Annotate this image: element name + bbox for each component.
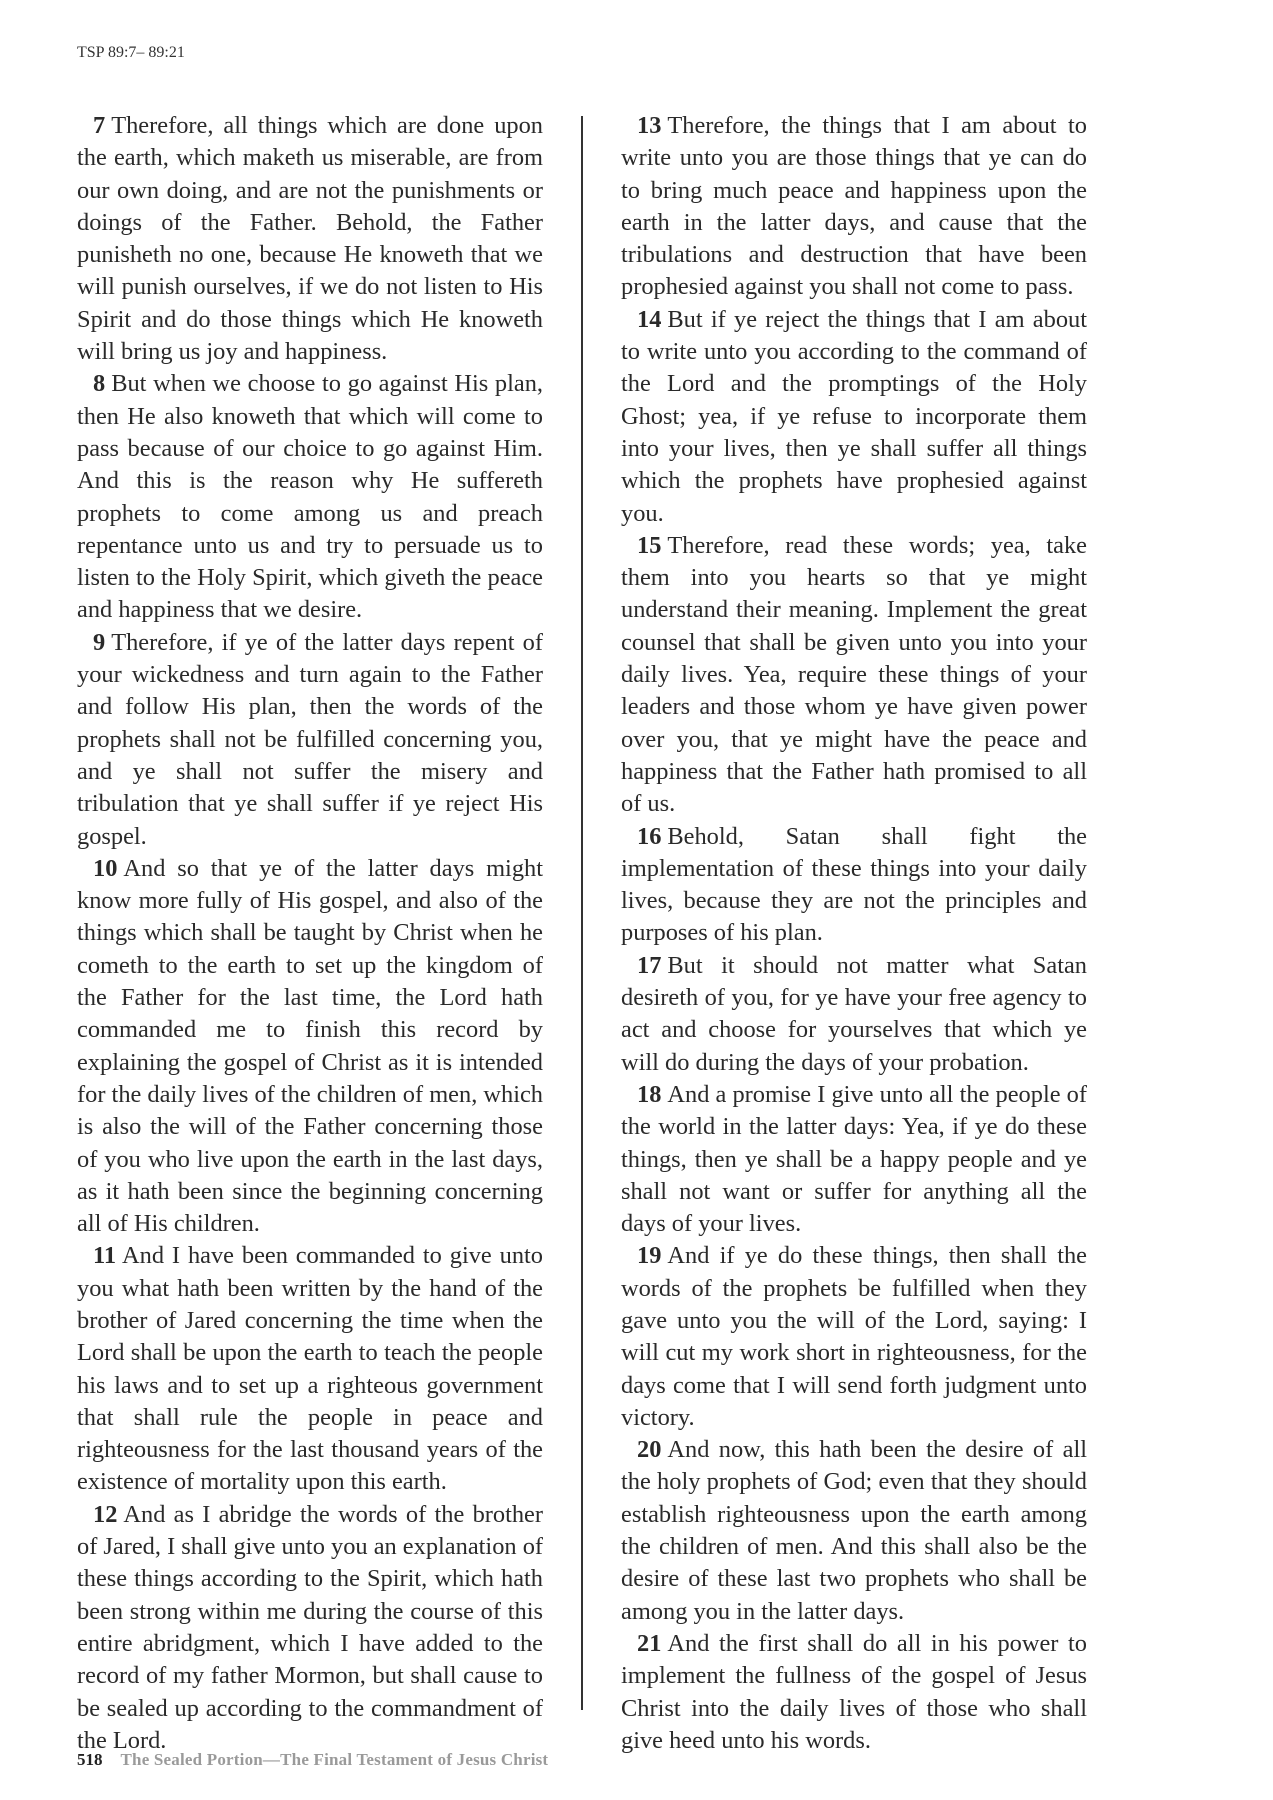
verse-17 xyxy=(621,950,1087,1079)
verse-19 xyxy=(621,1240,1087,1434)
right-column xyxy=(621,110,1087,1757)
verse-text: But it should not matter what Satan desireth of you, for ye have your free agency to act and choose for yourselves that which ye will do during the days of your probation. xyxy=(621,951,1087,1076)
verse-7 xyxy=(77,110,543,368)
verse-text: And so that ye of the latter days might know more fully of His gospel, and also of the things which shall be taught by Christ when he cometh to the earth to set up the kingdom of the Father for the last time, the Lord hath commanded me to finish this record by explaining the gospel of Christ as it is intended for the daily lives of the children of men, which is also the will of the Father concerning those of you who live upon the earth in the last days, as it hath been since the beginning concerning all of His children. xyxy=(77,854,543,1238)
verse-10 xyxy=(77,853,543,1241)
verse-number: 12 xyxy=(93,1500,118,1528)
verse-number: 20 xyxy=(637,1436,662,1464)
verse-text: Therefore, if ye of the latter days repent of your wickedness and turn again to the Father and follow His plan, then the words of the prophets shall not be fulfilled concerning you, and ye shall not suffer the misery and tribulation that ye shall suffer if ye reject His gospel. xyxy=(77,628,543,850)
verse-20 xyxy=(621,1434,1087,1628)
verse-text: And if ye do these things, then shall the words of the prophets be fulfilled when they gave unto you the will of the Lord, saying: I will cut my work short in righteousness, for the days come that I will send forth judgment unto victory. xyxy=(621,1242,1087,1431)
column-divider xyxy=(581,116,583,1710)
verse-number: 7 xyxy=(93,112,106,139)
verse-16 xyxy=(621,821,1087,950)
verse-number: 13 xyxy=(637,112,662,139)
page-footer xyxy=(77,1750,548,1770)
verse-number: 21 xyxy=(637,1629,662,1657)
verse-text: But when we choose to go against His plan, then He also knoweth that which will come to pass because of our choice to go against Him. And this is the reason why He suffereth prophets to come among us and preach repentance unto us and try to persuade us to listen to the Holy Spirit, which giveth the peace and happiness that we desire. xyxy=(77,370,543,624)
verse-8 xyxy=(77,368,543,626)
verse-text: And I have been commanded to give unto you what hath been written by the hand of the brother of Jared concerning the time when the Lord shall be upon the earth to teach the people his laws and to set up a righteous government that shall rule the people in peace and righteousness for the last thousand years of the existence of mortality upon this earth. xyxy=(77,1242,543,1496)
verse-21 xyxy=(621,1628,1087,1757)
verse-11 xyxy=(77,1240,543,1498)
verse-text: Behold, Satan shall fight the implementation of these things into your daily lives, because they are not the principles and purposes of his plan. xyxy=(621,822,1087,947)
verse-number: 8 xyxy=(93,370,106,398)
verse-14 xyxy=(621,304,1087,530)
verse-text: And the first shall do all in his power to implement the fullness of the gospel of Jesus Christ into the daily lives of those who shall give heed unto his words. xyxy=(621,1629,1087,1754)
left-column xyxy=(77,110,543,1757)
running-head: TSP 89:7– 89:21 xyxy=(77,44,185,61)
verse-number: 15 xyxy=(637,531,662,559)
verse-text: And as I abridge the words of the brother of Jared, I shall give unto you an explanation of these things according to the Spirit, which hath been strong within me during the course of this entire abridgment, which I have added to the record of my father Mormon, but shall cause to be sealed up according to the commandment of the Lord. xyxy=(77,1500,544,1754)
verse-number: 16 xyxy=(637,822,662,850)
page-number: 518 xyxy=(77,1750,103,1769)
verse-13 xyxy=(621,110,1087,304)
verse-text: Therefore, the things that I am about to write unto you are those things that ye can do to bring much peace and happiness upon the earth in the latter days, and cause that the tribulations and destruction that have been prophesied against you shall not come to pass. xyxy=(621,112,1087,301)
verse-text: Therefore, all things which are done upon the earth, which maketh us miserable, are from our own doing, and are not the punishments or doings of the Father. Behold, the Father punisheth no one, because He knoweth that we will punish ourselves, if we do not listen to His Spirit and do those things which He knoweth will bring us joy and happiness. xyxy=(77,112,543,366)
verse-18 xyxy=(621,1079,1087,1240)
verse-15 xyxy=(621,530,1087,821)
verse-number: 19 xyxy=(637,1242,662,1270)
verse-text: And a promise I give unto all the people of the world in the latter days: Yea, if ye do these things, then ye shall be a happy people and ye shall not want or suffer for anything all the days of your lives. xyxy=(621,1080,1087,1238)
verse-number: 17 xyxy=(637,951,662,979)
verse-number: 10 xyxy=(93,854,118,882)
verse-number: 9 xyxy=(93,628,106,656)
book-title: The Sealed Portion—The Final Testament of Jesus Christ xyxy=(120,1750,549,1769)
verse-12 xyxy=(77,1499,543,1757)
verse-number: 11 xyxy=(93,1242,117,1270)
verse-9 xyxy=(77,627,543,853)
verse-text: But if ye reject the things that I am about to write unto you according to the command of the Lord and the promptings of the Holy Ghost; yea, if ye refuse to incorporate them into your lives, then ye shall suffer all things which the prophets have prophesied against you. xyxy=(621,305,1087,527)
verse-text: Therefore, read these words; yea, take them into you hearts so that ye might understand their meaning. Implement the great counsel that shall be given unto you into your daily lives. Yea, require these things of your leaders and those whom ye have given power over you, that ye might have the peace and happiness that the Father hath promised to all of us. xyxy=(621,531,1087,818)
verse-number: 14 xyxy=(637,305,662,333)
verse-text: And now, this hath been the desire of all the holy prophets of God; even that they should establish righteousness upon the earth among the children of men. And this shall also be the desire of these last two prophets who shall be among you in the latter days. xyxy=(621,1436,1087,1625)
verse-number: 18 xyxy=(637,1080,662,1108)
